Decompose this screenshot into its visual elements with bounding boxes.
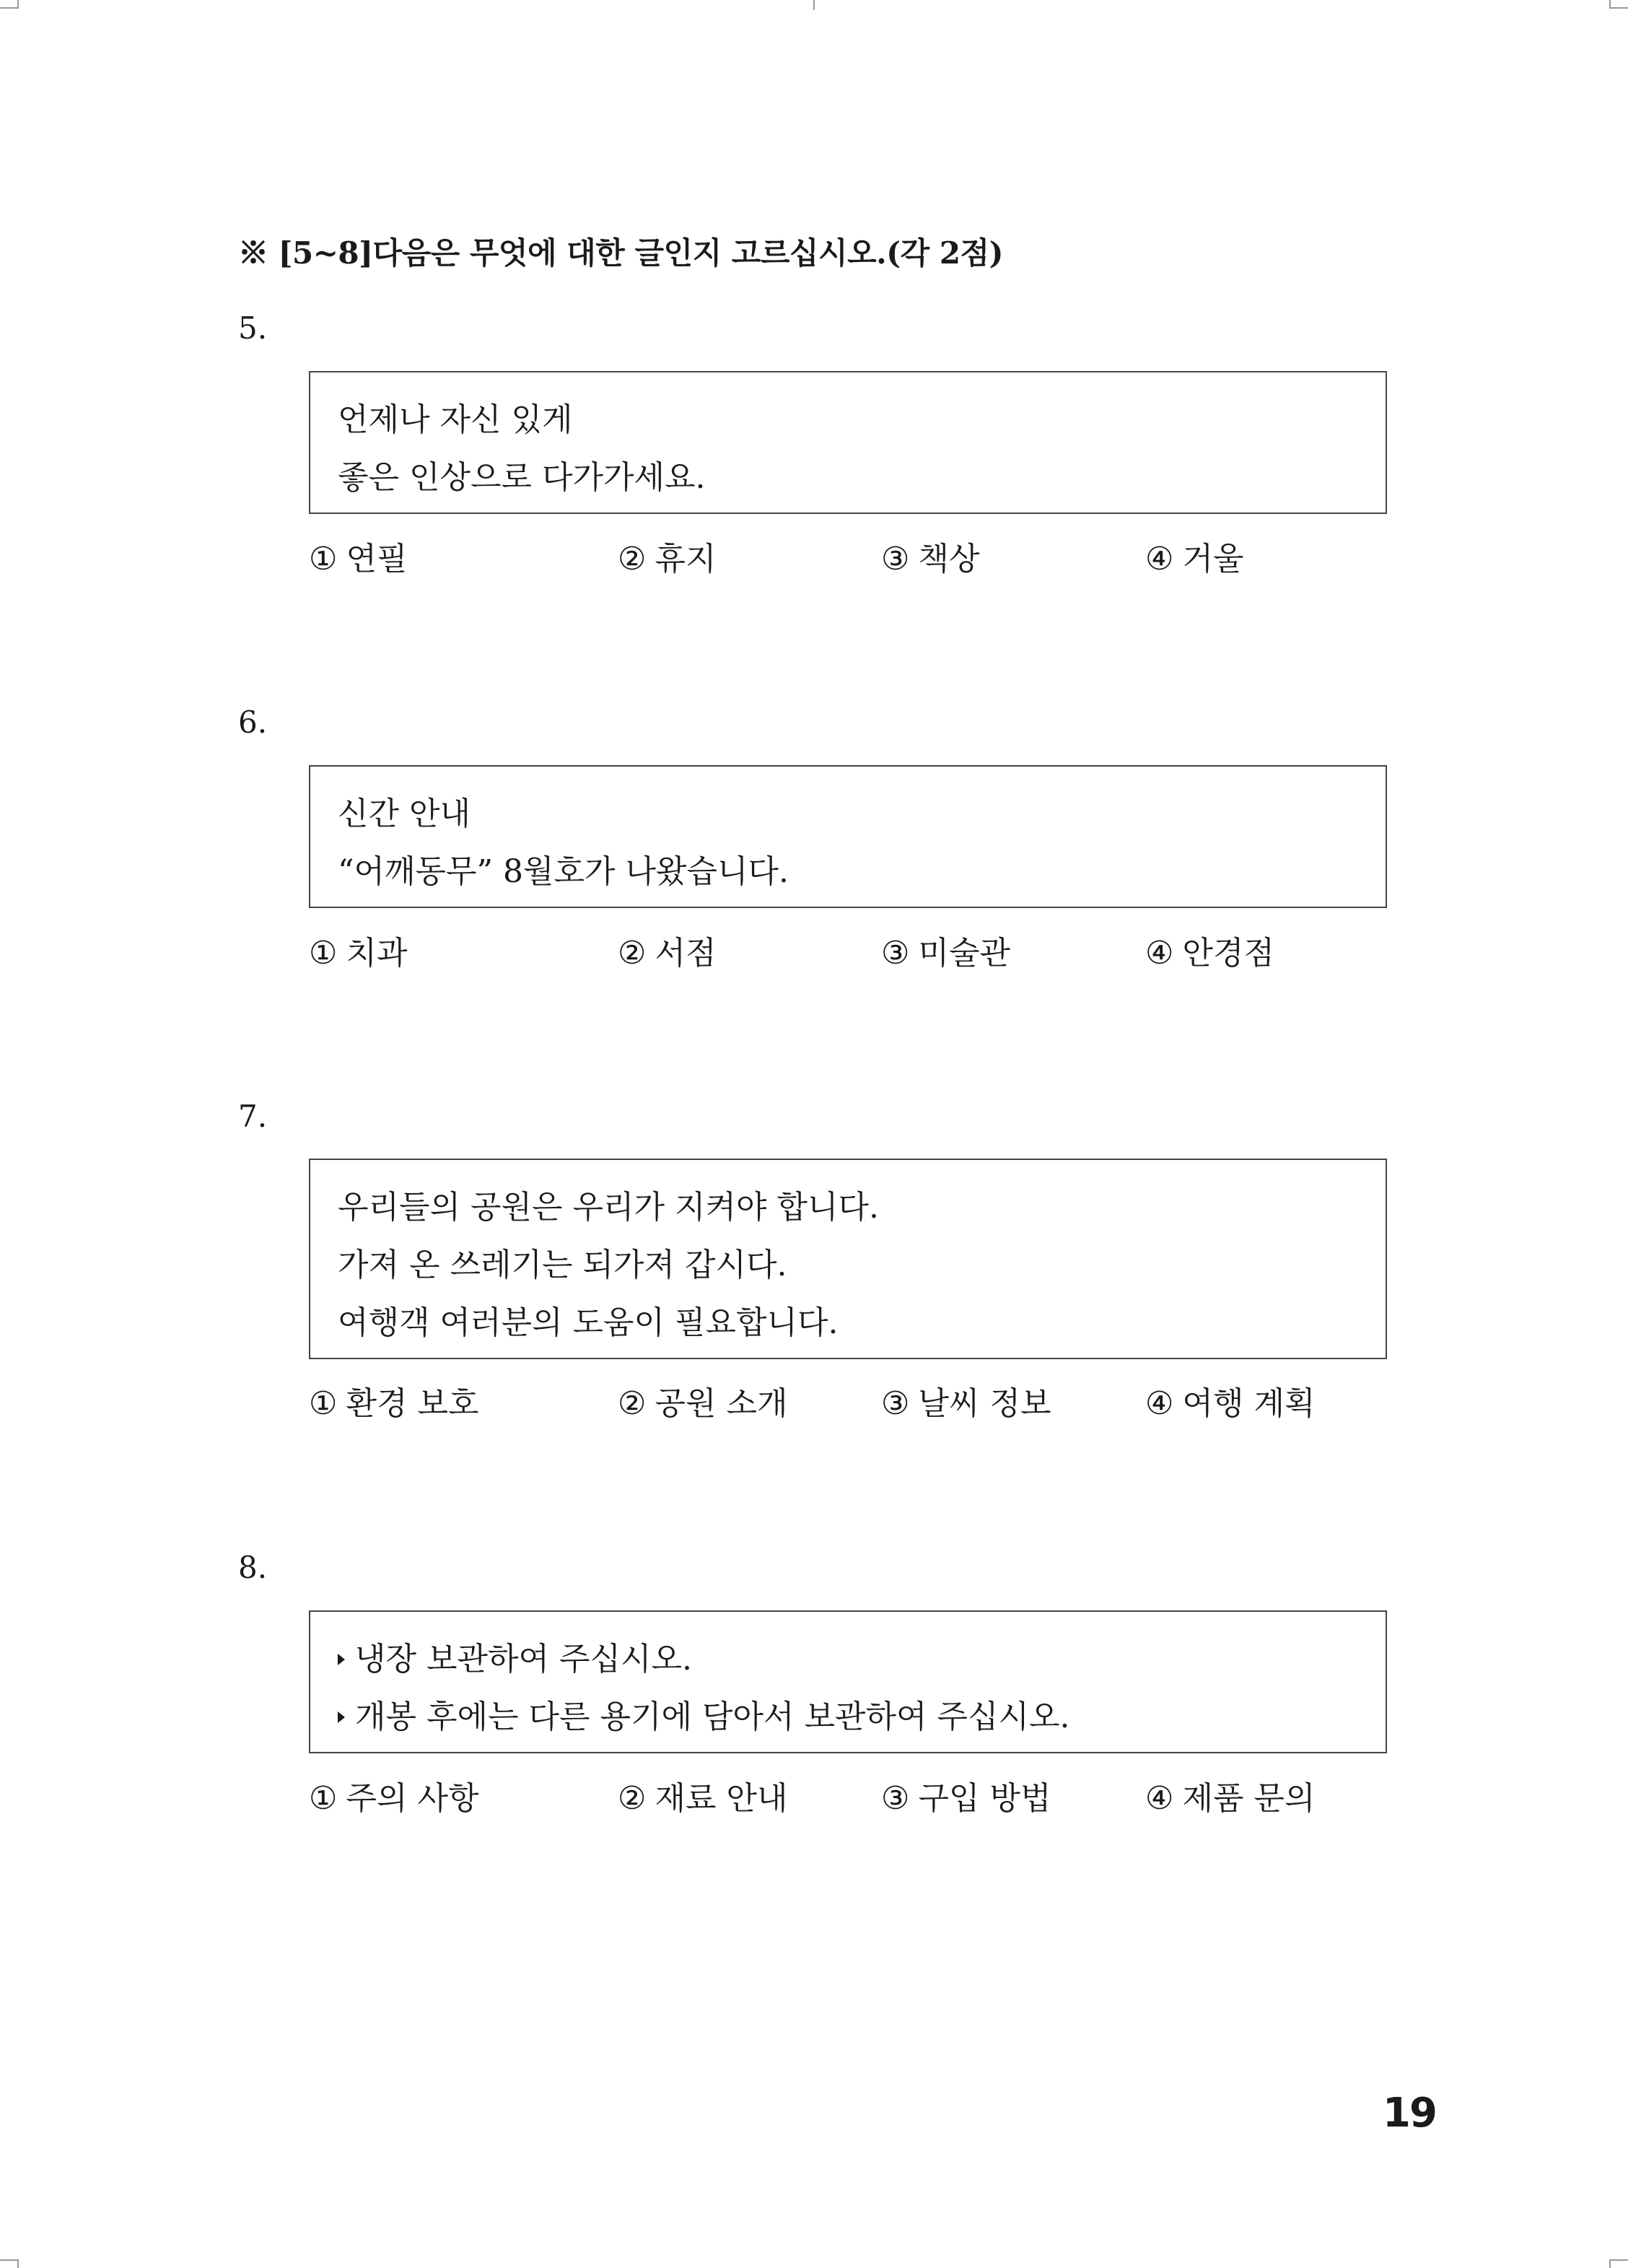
choice-label: 거울 — [1182, 541, 1244, 577]
bullet-arrow-icon — [338, 1711, 345, 1723]
passage-line: 우리들의 공원은 우리가 지켜야 합니다. — [338, 1189, 879, 1226]
answer-choice[interactable] — [309, 1772, 478, 1818]
answer-choice[interactable] — [1145, 927, 1274, 973]
bullet-arrow-icon — [338, 1654, 345, 1665]
choice-number: ④ — [1145, 935, 1174, 972]
page-number: 19 — [1383, 2090, 1436, 2137]
choice-label: 날씨 정보 — [918, 1385, 1051, 1422]
passage-line: 좋은 인상으로 다가가세요. — [338, 459, 706, 496]
answer-choice[interactable] — [881, 1772, 1051, 1818]
choice-number: ④ — [1145, 541, 1174, 577]
answer-choice[interactable] — [618, 1377, 787, 1423]
choice-number: ① — [309, 1780, 338, 1817]
answer-choice[interactable] — [1145, 533, 1243, 579]
crop-mark-bottom-left — [0, 2259, 17, 2261]
choice-label: 치과 — [346, 935, 408, 972]
passage-line: 언제나 자신 있게 — [338, 401, 573, 438]
crop-mark-top-right — [1611, 7, 1628, 9]
passage-line-text: 개봉 후에는 다른 용기에 담아서 보관하여 주십시오. — [355, 1698, 1070, 1735]
choice-number: ② — [618, 1385, 647, 1422]
passage-line-text: 냉장 보관하여 주십시오. — [355, 1641, 692, 1678]
choice-number: ① — [309, 1385, 338, 1422]
question-passage-box — [309, 765, 1387, 908]
passage-line: 여행객 여러분의 도움이 필요합니다. — [338, 1304, 839, 1341]
question-passage-box — [309, 1159, 1387, 1359]
passage-line: 신간 안내 — [338, 795, 471, 832]
question-number: 6. — [238, 705, 268, 740]
crop-mark-top-center — [813, 0, 815, 10]
choice-number: ③ — [881, 1780, 910, 1817]
passage-line: 가져 온 쓰레기는 되가져 갑시다. — [338, 1247, 787, 1283]
answer-choice[interactable] — [618, 927, 716, 973]
choice-label: 연필 — [346, 541, 408, 577]
passage-line — [338, 1688, 1358, 1746]
crop-mark-bottom-right — [1611, 2259, 1628, 2261]
choice-number: ② — [618, 1780, 647, 1817]
answer-choice[interactable] — [309, 1377, 478, 1423]
answer-choices — [309, 533, 1387, 576]
answer-choice[interactable] — [309, 533, 407, 579]
choice-label: 안경점 — [1182, 935, 1274, 972]
choice-number: ① — [309, 935, 338, 972]
choice-label: 여행 계획 — [1182, 1385, 1316, 1422]
choice-number: ④ — [1145, 1385, 1174, 1422]
question-passage-box — [309, 371, 1387, 514]
answer-choice[interactable] — [1145, 1377, 1315, 1423]
choice-number: ② — [618, 935, 647, 972]
choice-label: 책상 — [918, 541, 980, 577]
answer-choice[interactable] — [618, 1772, 787, 1818]
answer-choice[interactable] — [881, 1377, 1051, 1423]
choice-label: 휴지 — [655, 541, 717, 577]
answer-choice[interactable] — [309, 927, 407, 973]
choice-number: ④ — [1145, 1780, 1174, 1817]
section-instruction: ※ [5~8]다음은 무엇에 대한 글인지 고르십시오.(각 2점) — [238, 235, 1004, 271]
choice-number: ③ — [881, 935, 910, 972]
answer-choices — [309, 927, 1387, 970]
answer-choice[interactable] — [618, 533, 716, 579]
question-number: 7. — [238, 1099, 268, 1134]
choice-label: 제품 문의 — [1182, 1780, 1316, 1817]
choice-label: 주의 사항 — [346, 1780, 479, 1817]
crop-mark-bottom-right-vertical — [1609, 2259, 1611, 2268]
choice-label: 재료 안내 — [655, 1780, 788, 1817]
choice-number: ③ — [881, 1385, 910, 1422]
crop-mark-top-right-vertical — [1609, 0, 1611, 9]
choice-number: ③ — [881, 541, 910, 577]
choice-label: 환경 보호 — [346, 1385, 479, 1422]
answer-choice[interactable] — [881, 927, 1010, 973]
question-number: 8. — [238, 1550, 268, 1585]
crop-mark-bottom-left-vertical — [17, 2259, 19, 2268]
answer-choice[interactable] — [1145, 1772, 1315, 1818]
answer-choice[interactable] — [881, 533, 979, 579]
answer-choices — [309, 1772, 1387, 1815]
answer-choices — [309, 1377, 1387, 1421]
choice-number: ① — [309, 541, 338, 577]
choice-label: 서점 — [655, 935, 717, 972]
choice-label: 공원 소개 — [655, 1385, 788, 1422]
passage-line — [338, 1631, 1358, 1688]
choice-label: 구입 방법 — [918, 1780, 1051, 1817]
crop-mark-top-left — [0, 7, 17, 9]
passage-line: “어깨동무” 8월호가 나왔습니다. — [338, 853, 789, 890]
question-passage-box — [309, 1610, 1387, 1753]
choice-label: 미술관 — [918, 935, 1010, 972]
crop-mark-top-left-vertical — [17, 0, 19, 9]
question-number: 5. — [238, 310, 268, 346]
choice-number: ② — [618, 541, 647, 577]
